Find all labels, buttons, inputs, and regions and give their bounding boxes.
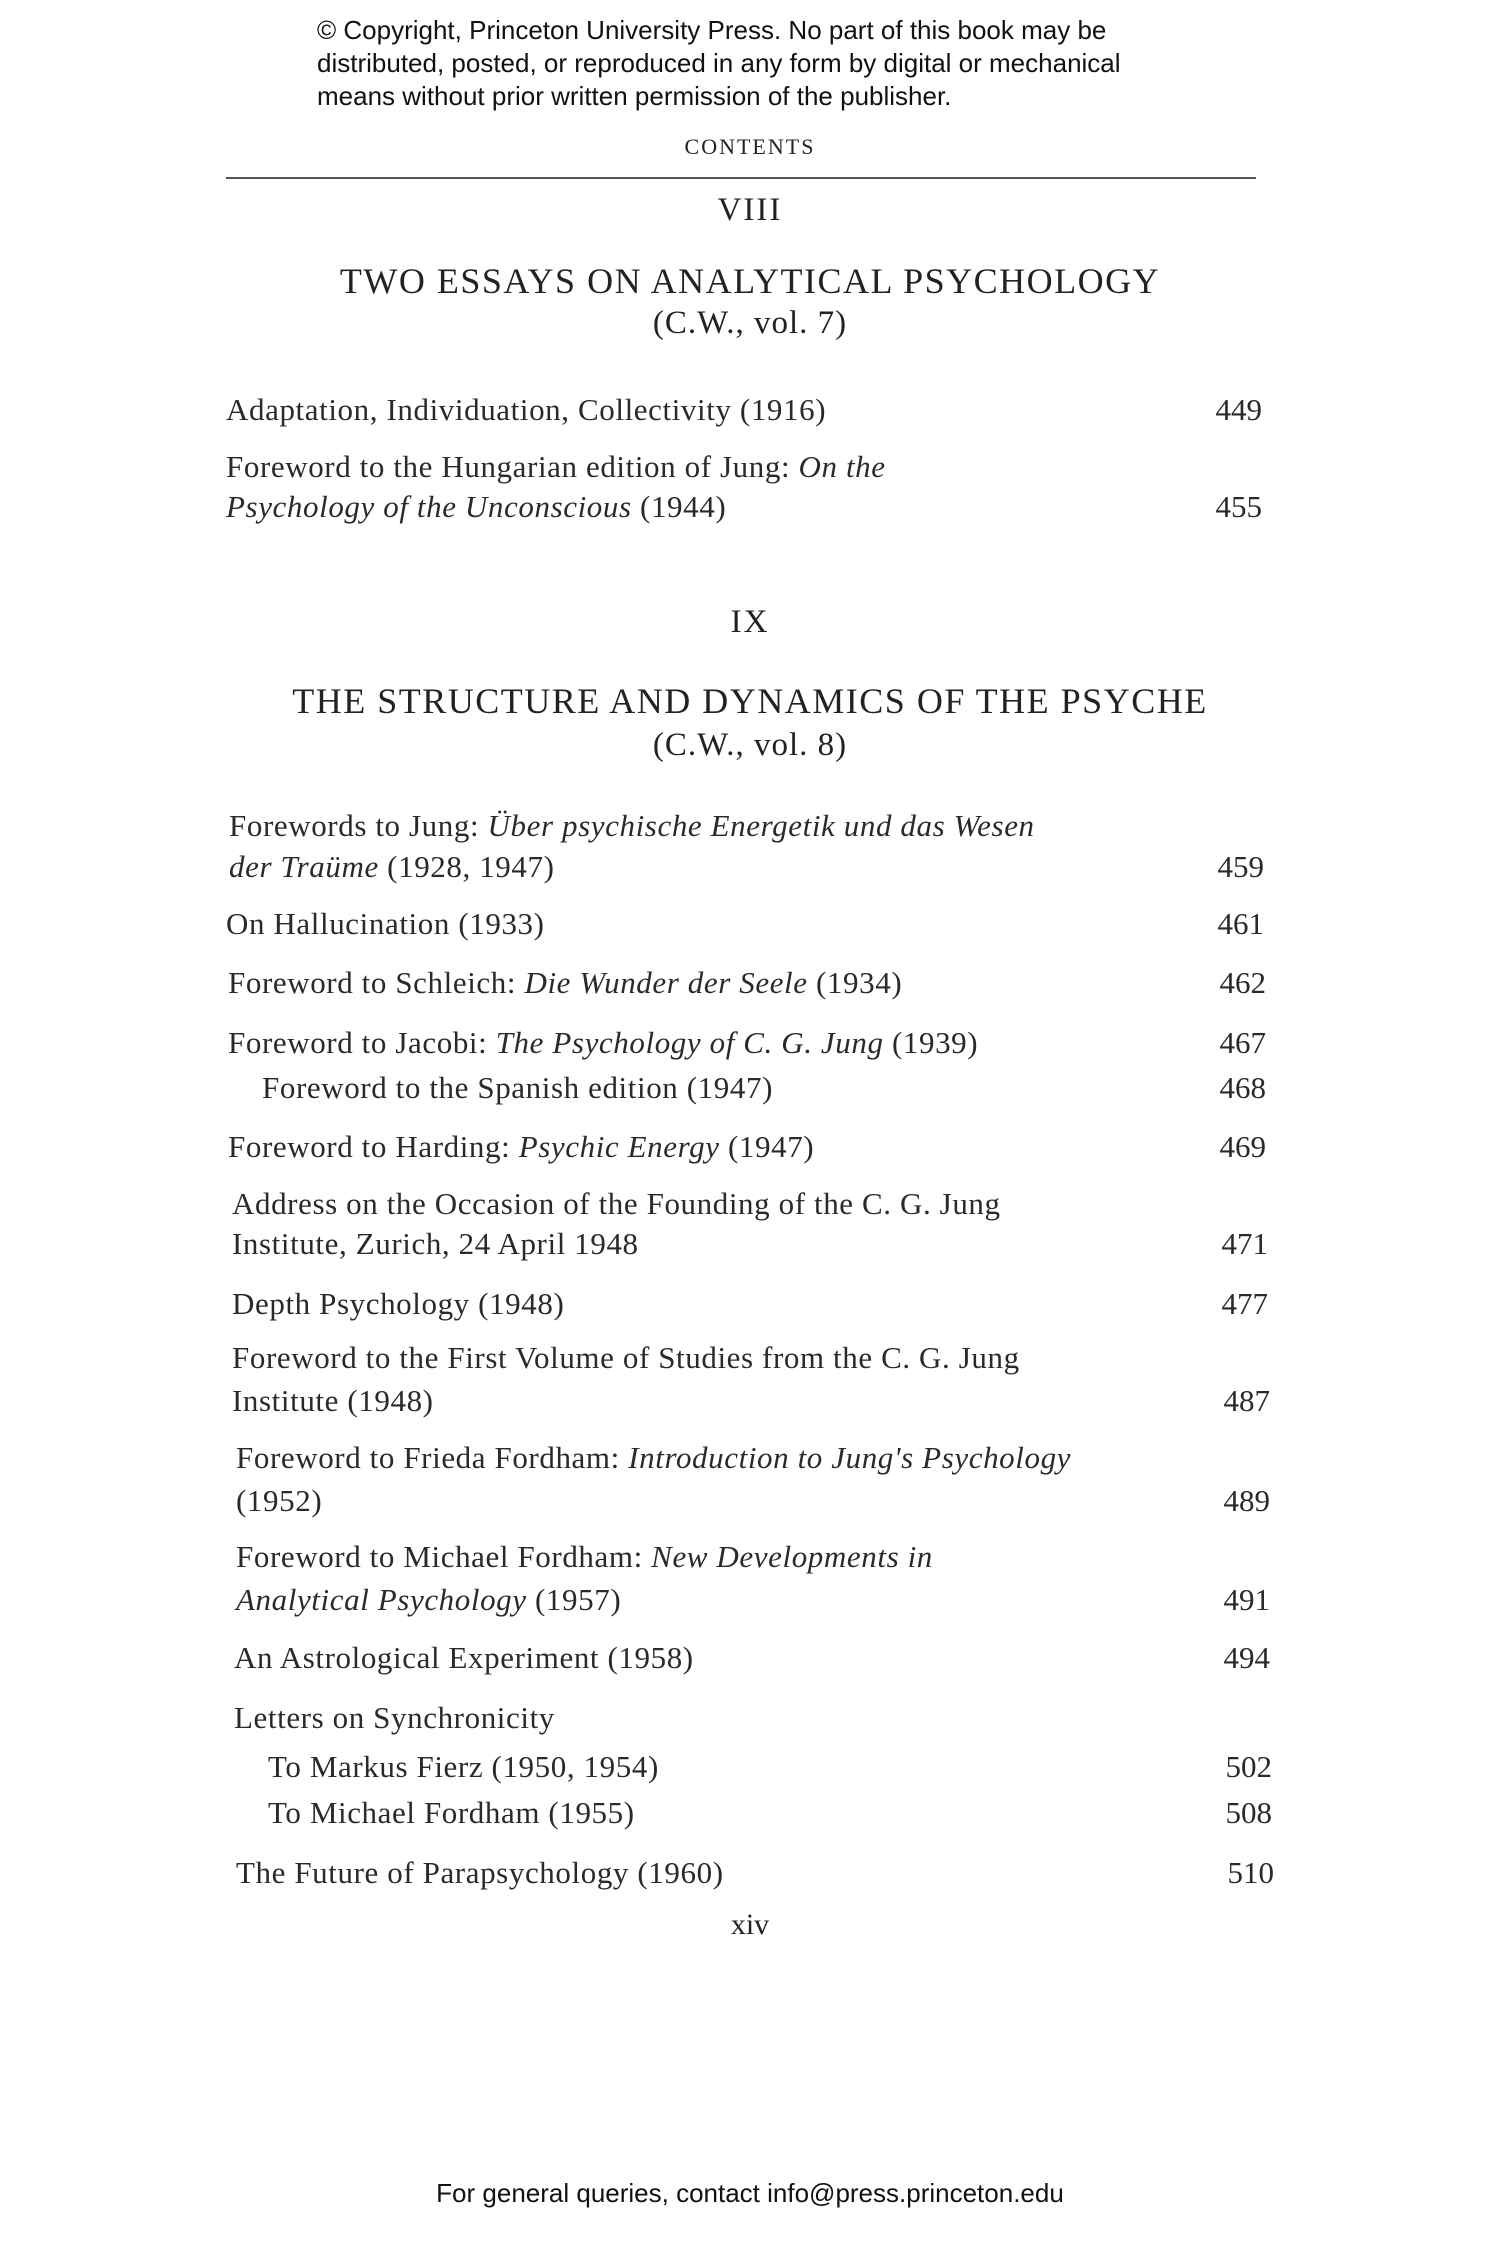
toc-page-number: 508 bbox=[1225, 1795, 1272, 1830]
toc-entry-text: Address on the Occasion of the Founding of the C. G. Jung bbox=[232, 1186, 1001, 1221]
toc-entry-line bbox=[268, 1749, 659, 1785]
toc-page-number: 461 bbox=[1217, 906, 1264, 941]
toc-entry-text: (1957) bbox=[526, 1582, 622, 1617]
toc-page-number: 455 bbox=[1215, 489, 1262, 524]
toc-entry-line bbox=[228, 1025, 978, 1061]
toc-page-number: 487 bbox=[1223, 1383, 1270, 1418]
toc-entry-text: Adaptation, Individuation, Collectivity (1916) bbox=[226, 392, 827, 427]
toc-entry-text: (1952) bbox=[236, 1483, 323, 1518]
toc-entry-line bbox=[226, 906, 545, 942]
toc-entry-text: The Future of Parapsychology (1960) bbox=[236, 1855, 724, 1890]
toc-page-number: 471 bbox=[1221, 1226, 1268, 1261]
toc-page-number: 510 bbox=[1227, 1855, 1274, 1890]
toc-entry-line bbox=[232, 1186, 1001, 1222]
toc-entry-line bbox=[228, 965, 902, 1001]
toc-entry-line bbox=[226, 449, 886, 485]
toc-entry-italic-title: Über psychische Energetik und das Wesen bbox=[487, 808, 1035, 843]
toc-entry-text: Forewords to Jung: bbox=[229, 808, 488, 843]
toc-entry-line bbox=[228, 1129, 814, 1165]
toc-entry-text: Foreword to Schleich: bbox=[228, 965, 525, 1000]
section-title-ix: THE STRUCTURE AND DYNAMICS OF THE PSYCHE bbox=[292, 681, 1208, 721]
toc-entry-line bbox=[236, 1483, 322, 1519]
toc-entry-line bbox=[236, 1855, 724, 1891]
header-rule bbox=[226, 177, 1256, 179]
toc-entry-text: Foreword to Harding: bbox=[228, 1129, 519, 1164]
toc-entry-text: An Astrological Experiment (1958) bbox=[234, 1640, 694, 1675]
toc-entry-text: On Hallucination (1933) bbox=[226, 906, 545, 941]
toc-entry-line bbox=[236, 1539, 933, 1575]
toc-page-number: 467 bbox=[1219, 1025, 1266, 1060]
toc-entry-line bbox=[268, 1795, 635, 1831]
toc-entry-line bbox=[229, 849, 555, 885]
toc-page-number: 468 bbox=[1219, 1070, 1266, 1105]
toc-page-number: 491 bbox=[1223, 1582, 1270, 1617]
toc-entry-italic-title: The Psychology of C. G. Jung bbox=[495, 1025, 884, 1060]
toc-entry-line bbox=[232, 1383, 434, 1419]
toc-entry-line bbox=[226, 392, 826, 428]
running-head: CONTENTS bbox=[684, 134, 816, 159]
toc-entry-text: Foreword to the Hungarian edition of Jung: bbox=[226, 449, 799, 484]
toc-entry-line bbox=[234, 1640, 694, 1676]
toc-page-number: 502 bbox=[1225, 1749, 1272, 1784]
toc-entry-line bbox=[226, 489, 726, 525]
toc-entry-line bbox=[236, 1582, 621, 1618]
footer-contact: For general queries, contact info@press.princeton.edu bbox=[436, 2178, 1064, 2208]
toc-page-number: 489 bbox=[1223, 1483, 1270, 1518]
toc-entry-text: Foreword to Frieda Fordham: bbox=[236, 1440, 629, 1475]
toc-entry-text: (1947) bbox=[719, 1129, 815, 1164]
section-numeral-viii: VIII bbox=[717, 192, 783, 228]
toc-entry-text: Depth Psychology (1948) bbox=[232, 1286, 565, 1321]
toc-entry-text: (1928, 1947) bbox=[378, 849, 555, 884]
copyright-line-3: means without prior written permission of the publisher. bbox=[317, 81, 952, 111]
toc-entry-italic-title: Psychology of the Unconscious bbox=[226, 489, 632, 524]
toc-entry-text: (1934) bbox=[807, 965, 903, 1000]
toc-entry-text: (1939) bbox=[883, 1025, 979, 1060]
toc-entry-text: To Michael Fordham (1955) bbox=[268, 1795, 635, 1830]
toc-entry-text: Institute, Zurich, 24 April 1948 bbox=[232, 1226, 639, 1261]
toc-entry-line bbox=[232, 1226, 639, 1262]
toc-entry-italic-title: New Developments in bbox=[651, 1539, 933, 1574]
toc-entry-line bbox=[232, 1340, 1020, 1376]
toc-entry-italic-title: Analytical Psychology bbox=[236, 1582, 527, 1617]
toc-entry-text: Foreword to Michael Fordham: bbox=[236, 1539, 652, 1574]
toc-entry-line bbox=[229, 808, 1035, 844]
toc-page-number: 494 bbox=[1223, 1640, 1270, 1675]
toc-entry-text: To Markus Fierz (1950, 1954) bbox=[268, 1749, 659, 1784]
toc-entry-italic-title: On the bbox=[798, 449, 886, 484]
toc-page-number: 449 bbox=[1215, 392, 1262, 427]
toc-entry-italic-title: Die Wunder der Seele bbox=[524, 965, 808, 1000]
toc-entry-text: Foreword to the First Volume of Studies from the C. G. Jung bbox=[232, 1340, 1020, 1375]
copyright-line-1: © Copyright, Princeton University Press. No part of this book may be bbox=[317, 15, 1107, 45]
section-numeral-ix: IX bbox=[730, 604, 770, 640]
toc-page-number: 477 bbox=[1221, 1286, 1268, 1321]
section-title-viii: TWO ESSAYS ON ANALYTICAL PSYCHOLOGY bbox=[339, 261, 1161, 301]
toc-entry-text: Foreword to the Spanish edition (1947) bbox=[262, 1070, 773, 1105]
toc-entry-italic-title: Psychic Energy bbox=[518, 1129, 720, 1164]
copyright-line-2: distributed, posted, or reproduced in any form by digital or mechanical bbox=[317, 48, 1121, 78]
toc-entry-line bbox=[236, 1440, 1071, 1476]
toc-entry-line bbox=[232, 1286, 564, 1322]
toc-entry-italic-title: Introduction to Jung's Psychology bbox=[628, 1440, 1072, 1475]
toc-page-number: 462 bbox=[1219, 965, 1266, 1000]
toc-page-number: 469 bbox=[1219, 1129, 1266, 1164]
toc-entry-text: (1944) bbox=[631, 489, 727, 524]
toc-entry-line bbox=[234, 1700, 555, 1736]
toc-entry-italic-title: der Traüme bbox=[229, 849, 379, 884]
section-subtitle-ix: (C.W., vol. 8) bbox=[652, 727, 848, 763]
page-folio: xiv bbox=[730, 1908, 770, 1941]
toc-entry-text: Foreword to Jacobi: bbox=[228, 1025, 496, 1060]
toc-entry-line bbox=[262, 1070, 773, 1106]
section-subtitle-viii: (C.W., vol. 7) bbox=[652, 305, 848, 341]
toc-entry-text: Institute (1948) bbox=[232, 1383, 434, 1418]
toc-page-number: 459 bbox=[1217, 849, 1264, 884]
toc-entry-text: Letters on Synchronicity bbox=[234, 1700, 555, 1735]
